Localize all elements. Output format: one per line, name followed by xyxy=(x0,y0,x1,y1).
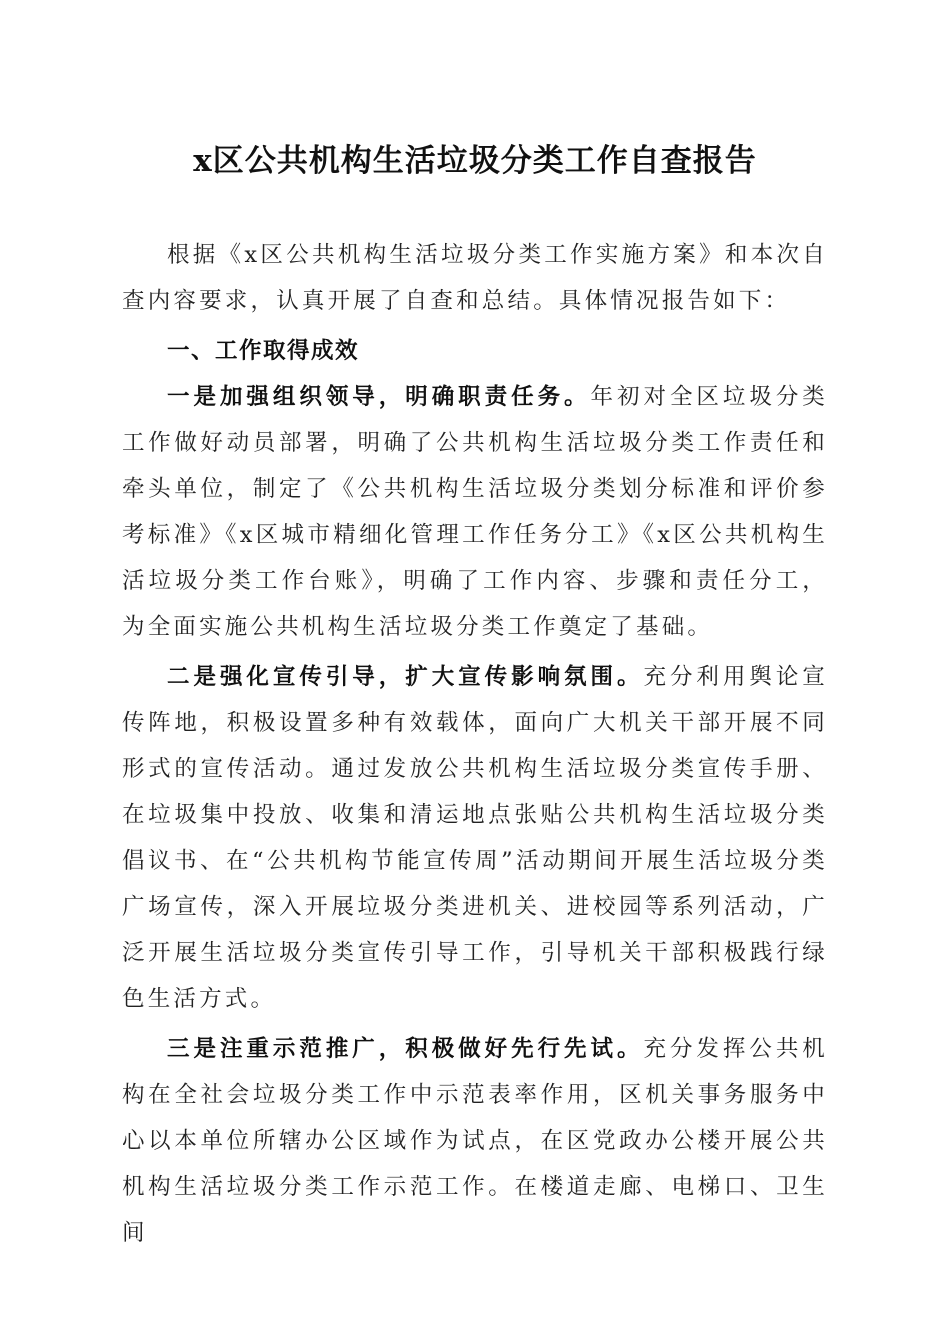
paragraph-item-1 xyxy=(122,374,828,650)
item-1-lead: 一是加强组织领导，明确职责任务。 xyxy=(167,384,591,410)
paragraph-item-2 xyxy=(122,654,828,1022)
item-2-text: 充分利用舆论宣传阵地，积极设置多种有效载体，面向广大机关干部开展不同形式的宣传活动。通过发放公共机构生活垃圾分类宣传手册、在垃圾集中投放、收集和清运地点张贴公共机构生活垃圾分类倡议书、在“公共机构节能宣传周”活动期间开展生活垃圾分类广场宣传，深入开展垃圾分类进机关、进校园等系列活动，广泛开展生活垃圾分类宣传引导工作，引导机关干部积极践行绿色生活方式。 xyxy=(122,664,828,1012)
section-heading: 一、工作取得成效 xyxy=(167,338,360,364)
paragraph-item-3 xyxy=(122,1026,828,1256)
item-2-lead: 二是强化宣传引导，扩大宣传影响氛围。 xyxy=(167,664,644,690)
item-3-text: 充分发挥公共机构在全社会垃圾分类工作中示范表率作用，区机关事务服务中心以本单位所辖办公区域作为试点，在区党政办公楼开展公共机构生活垃圾分类工作示范工作。在楼道走廊、电梯口、卫生间 xyxy=(122,1036,828,1246)
intro-paragraph: 根据《x区公共机构生活垃圾分类工作实施方案》和本次自查内容要求，认真开展了自查和总结。具体情况报告如下： xyxy=(122,242,828,314)
item-1-text: 年初对全区垃圾分类工作做好动员部署，明确了公共机构生活垃圾分类工作责任和牵头单位，制定了《公共机构生活垃圾分类划分标准和评价参考标准》《x区城市精细化管理工作任务分工》《x区公共机构生活垃圾分类工作台账》，明确了工作内容、步骤和责任分工，为全面实施公共机构生活垃圾分类工作奠定了基础。 xyxy=(122,384,828,640)
document-body xyxy=(122,232,828,1256)
document-title: x区公共机构生活垃圾分类工作自查报告 xyxy=(193,143,757,179)
item-3-lead: 三是注重示范推广，积极做好先行先试。 xyxy=(167,1036,644,1062)
